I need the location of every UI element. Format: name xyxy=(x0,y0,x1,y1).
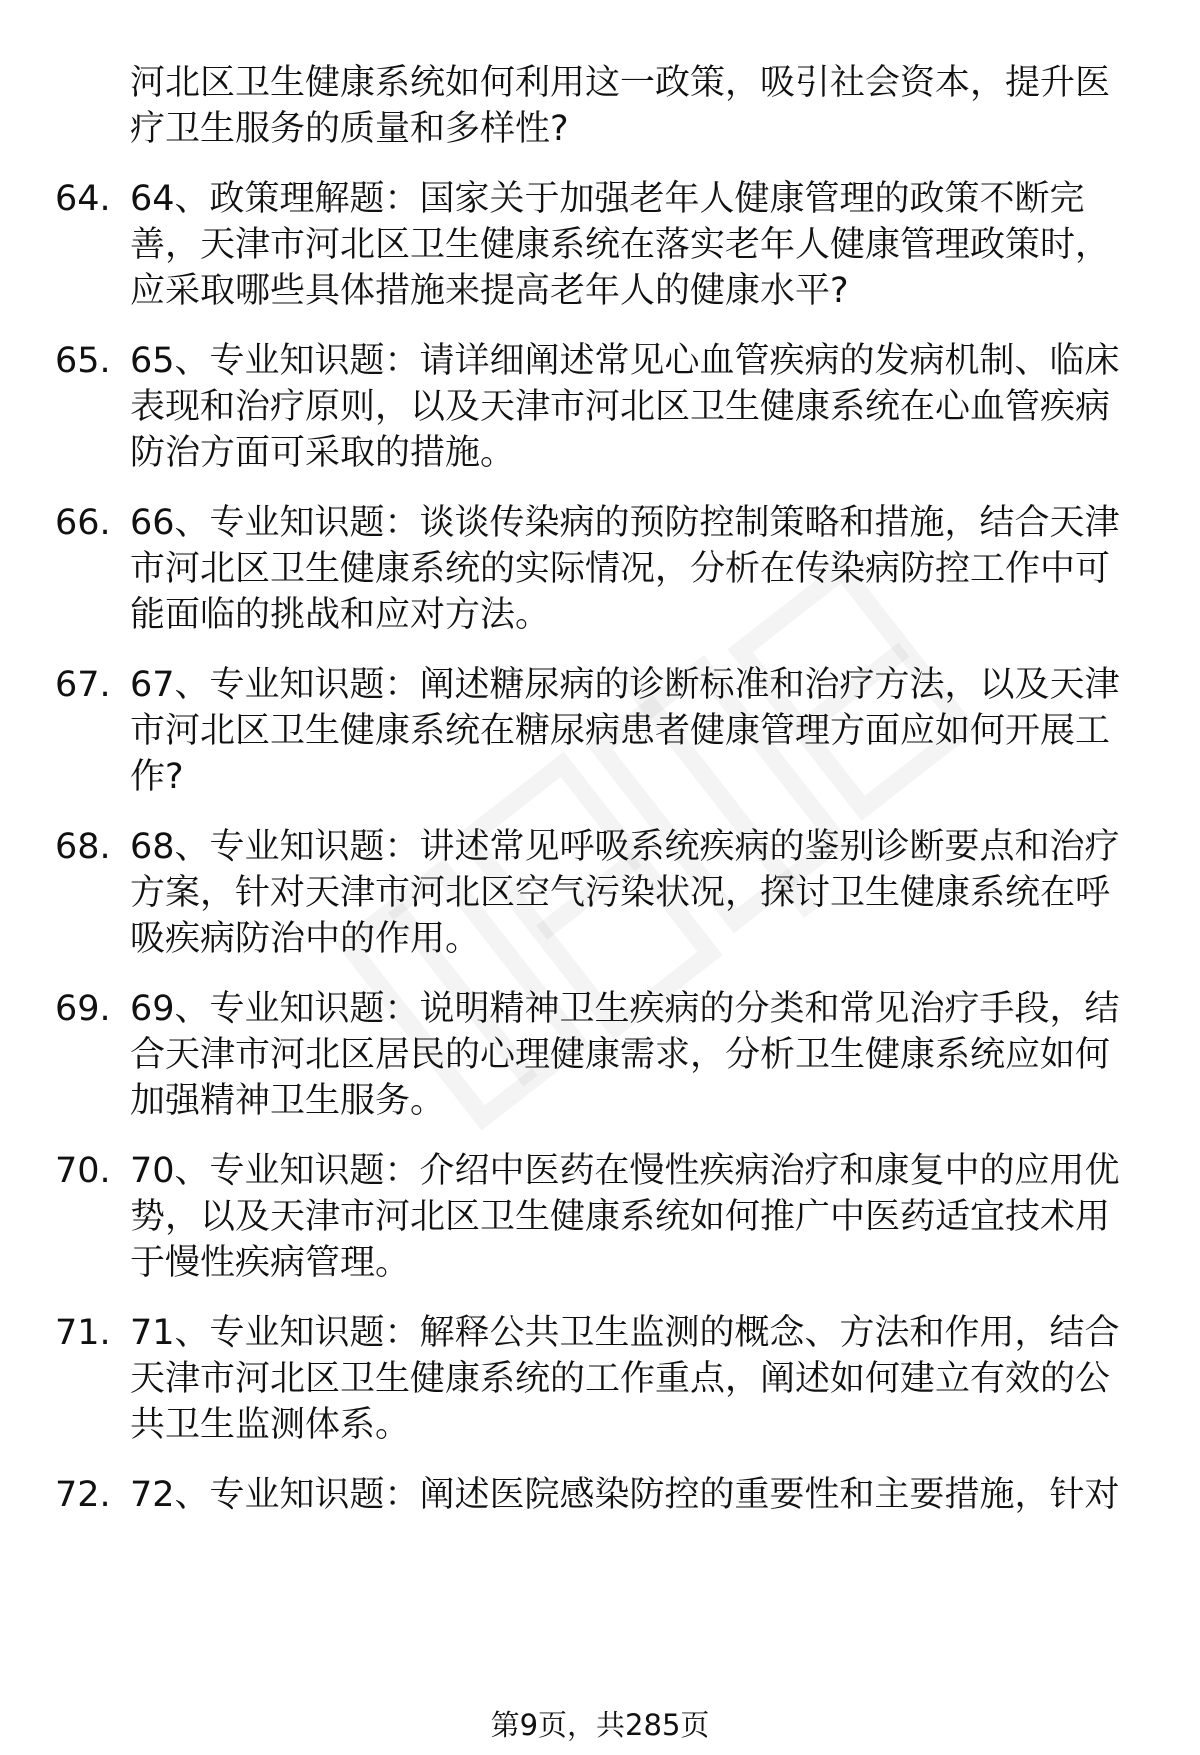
page-footer: 第9页，共285页 xyxy=(490,1708,710,1742)
item-text: 64、政策理解题：国家关于加强老年人健康管理的政策不断完善，天津市河北区卫生健康系统在落实老年人健康管理政策时，应采取哪些具体措施来提高老年人的健康水平? xyxy=(130,179,1111,311)
item-text: 71、专业知识题：解释公共卫生监测的概念、方法和作用，结合天津市河北区卫生健康系统的工作重点，阐述如何建立有效的公共卫生监测体系。 xyxy=(130,1313,1120,1445)
item-number: 71. xyxy=(55,1313,111,1353)
item-number: 69. xyxy=(55,989,111,1029)
item-number: 65. xyxy=(55,341,111,381)
item-text: 72、专业知识题：阐述医院感染防控的重要性和主要措施，针对 xyxy=(130,1475,1120,1515)
item-number: 68. xyxy=(55,827,111,867)
item-text: 66、专业知识题：谈谈传染病的预防控制策略和措施，结合天津市河北区卫生健康系统的实际情况，分析在传染病防控工作中可能面临的挑战和应对方法。 xyxy=(130,503,1120,635)
item-text: 67、专业知识题：阐述糖尿病的诊断标准和治疗方法，以及天津市河北区卫生健康系统在糖尿病患者健康管理方面应如何开展工作? xyxy=(130,665,1120,797)
item-text: 68、专业知识题：讲述常见呼吸系统疾病的鉴别诊断要点和治疗方案，针对天津市河北区空气污染状况，探讨卫生健康系统在呼吸疾病防治中的作用。 xyxy=(130,827,1120,959)
item-text: 65、专业知识题：请详细阐述常见心血管疾病的发病机制、临床表现和治疗原则，以及天津市河北区卫生健康系统在心血管疾病防治方面可采取的措施。 xyxy=(130,341,1120,473)
item-number: 66. xyxy=(55,503,111,543)
item-number: 72. xyxy=(55,1475,111,1515)
item-text: 69、专业知识题：说明精神卫生疾病的分类和常见治疗手段，结合天津市河北区居民的心理健康需求，分析卫生健康系统应如何加强精神卫生服务。 xyxy=(130,989,1120,1121)
item-number: 64. xyxy=(55,179,111,219)
item-number: 70. xyxy=(55,1151,111,1191)
item-text: 70、专业知识题：介绍中医药在慢性疾病治疗和康复中的应用优势，以及天津市河北区卫生健康系统如何推广中医药适宜技术用于慢性疾病管理。 xyxy=(130,1151,1120,1283)
continuation-text: 河北区卫生健康系统如何利用这一政策，吸引社会资本，提升医疗卫生服务的质量和多样性? xyxy=(130,63,1111,149)
item-number: 67. xyxy=(55,665,111,705)
